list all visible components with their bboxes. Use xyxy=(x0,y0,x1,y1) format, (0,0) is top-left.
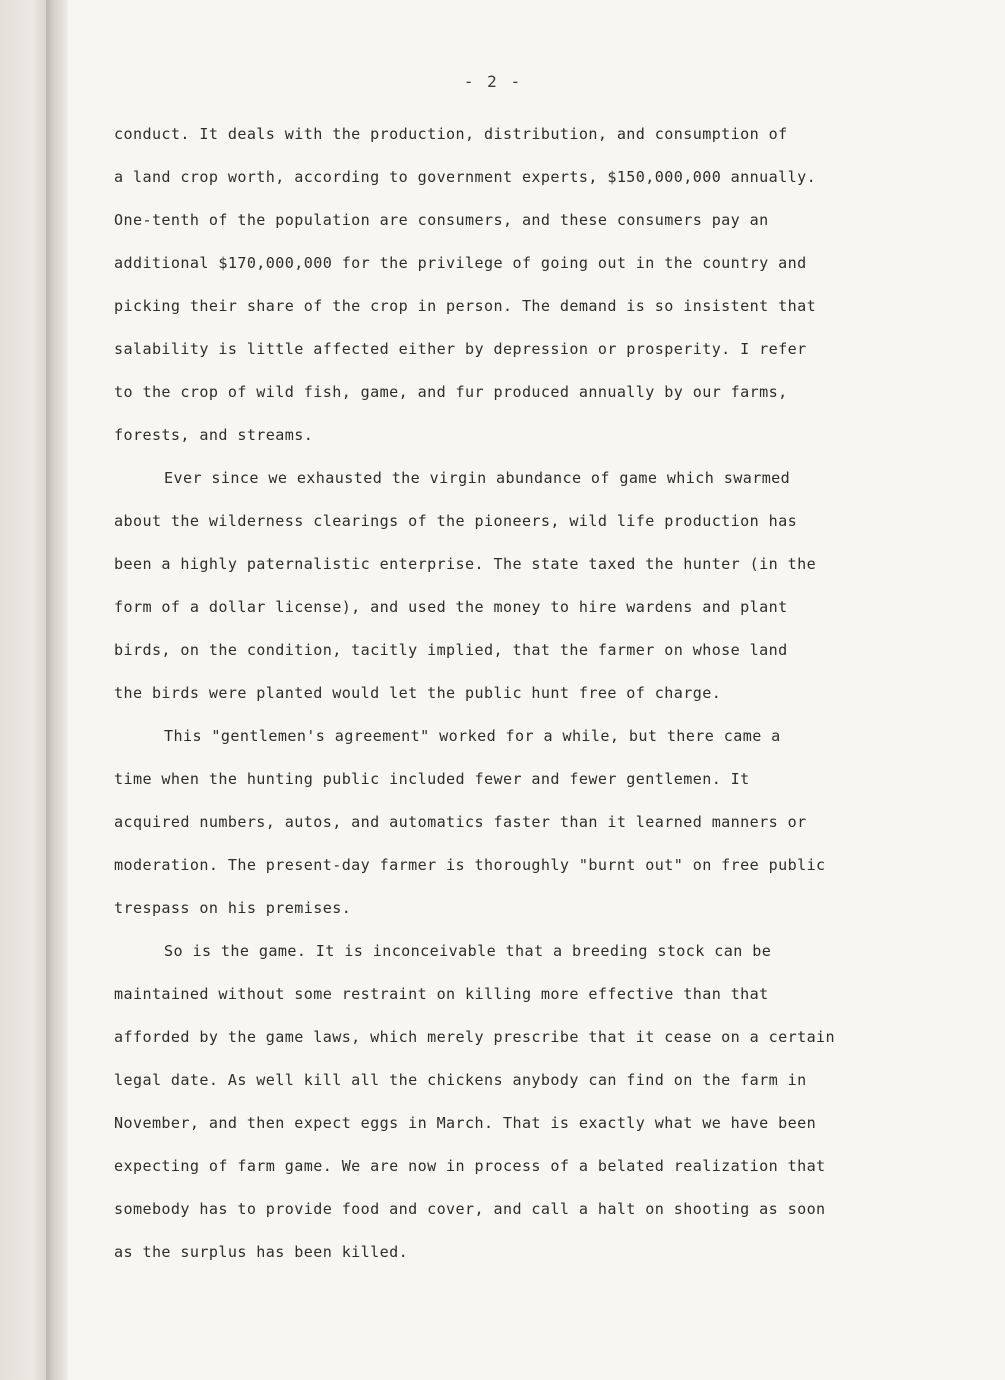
text-line: salability is little affected either by depression or prosperity. I refer xyxy=(114,340,807,358)
text-line: time when the hunting public included fewer and fewer gentlemen. It xyxy=(114,770,750,788)
text-line: moderation. The present-day farmer is thoroughly "burnt out" on free public xyxy=(114,856,826,874)
typewritten-body xyxy=(114,113,934,1274)
text-line: acquired numbers, autos, and automatics faster than it learned manners or xyxy=(114,813,807,831)
text-line: been a highly paternalistic enterprise. The state taxed the hunter (in the xyxy=(114,555,817,573)
text-line: a land crop worth, according to government experts, $150,000,000 annually. xyxy=(114,168,817,186)
text-line: picking their share of the crop in person. The demand is so insistent that xyxy=(114,297,817,315)
paragraph-first-line: So is the game. It is inconceivable that a breeding stock can be xyxy=(164,942,772,960)
text-line: maintained without some restraint on killing more effective than that xyxy=(114,985,769,1003)
text-line: about the wilderness clearings of the pioneers, wild life production has xyxy=(114,512,798,530)
paragraph-first-line: Ever since we exhausted the virgin abundance of game which swarmed xyxy=(164,469,791,487)
text-line: somebody has to provide food and cover, and call a halt on shooting as soon xyxy=(114,1200,826,1218)
text-line: forests, and streams. xyxy=(114,426,314,444)
text-line: legal date. As well kill all the chickens anybody can find on the farm in xyxy=(114,1071,807,1089)
text-line: additional $170,000,000 for the privilege of going out in the country and xyxy=(114,254,807,272)
paragraph-first-line: This "gentlemen's agreement" worked for a while, but there came a xyxy=(164,727,781,745)
text-line: as the surplus has been killed. xyxy=(114,1243,409,1261)
text-line: form of a dollar license), and used the money to hire wardens and plant xyxy=(114,598,788,616)
text-line: afforded by the game laws, which merely prescribe that it cease on a certain xyxy=(114,1028,836,1046)
text-line: the birds were planted would let the public hunt free of charge. xyxy=(114,684,722,702)
text-line: birds, on the condition, tacitly implied, that the farmer on whose land xyxy=(114,641,788,659)
facing-page-edge xyxy=(0,0,46,1380)
text-line: to the crop of wild fish, game, and fur produced annually by our farms, xyxy=(114,383,788,401)
text-line: expecting of farm game. We are now in process of a belated realization that xyxy=(114,1157,826,1175)
page-number: - 2 - xyxy=(463,72,523,91)
text-line: trespass on his premises. xyxy=(114,899,352,917)
bleed-through-marks xyxy=(0,0,40,1380)
text-line: One-tenth of the population are consumers, and these consumers pay an xyxy=(114,211,769,229)
text-line: November, and then expect eggs in March. That is exactly what we have been xyxy=(114,1114,817,1132)
text-line: conduct. It deals with the production, distribution, and consumption of xyxy=(114,125,788,143)
binding-gutter xyxy=(46,0,68,1380)
